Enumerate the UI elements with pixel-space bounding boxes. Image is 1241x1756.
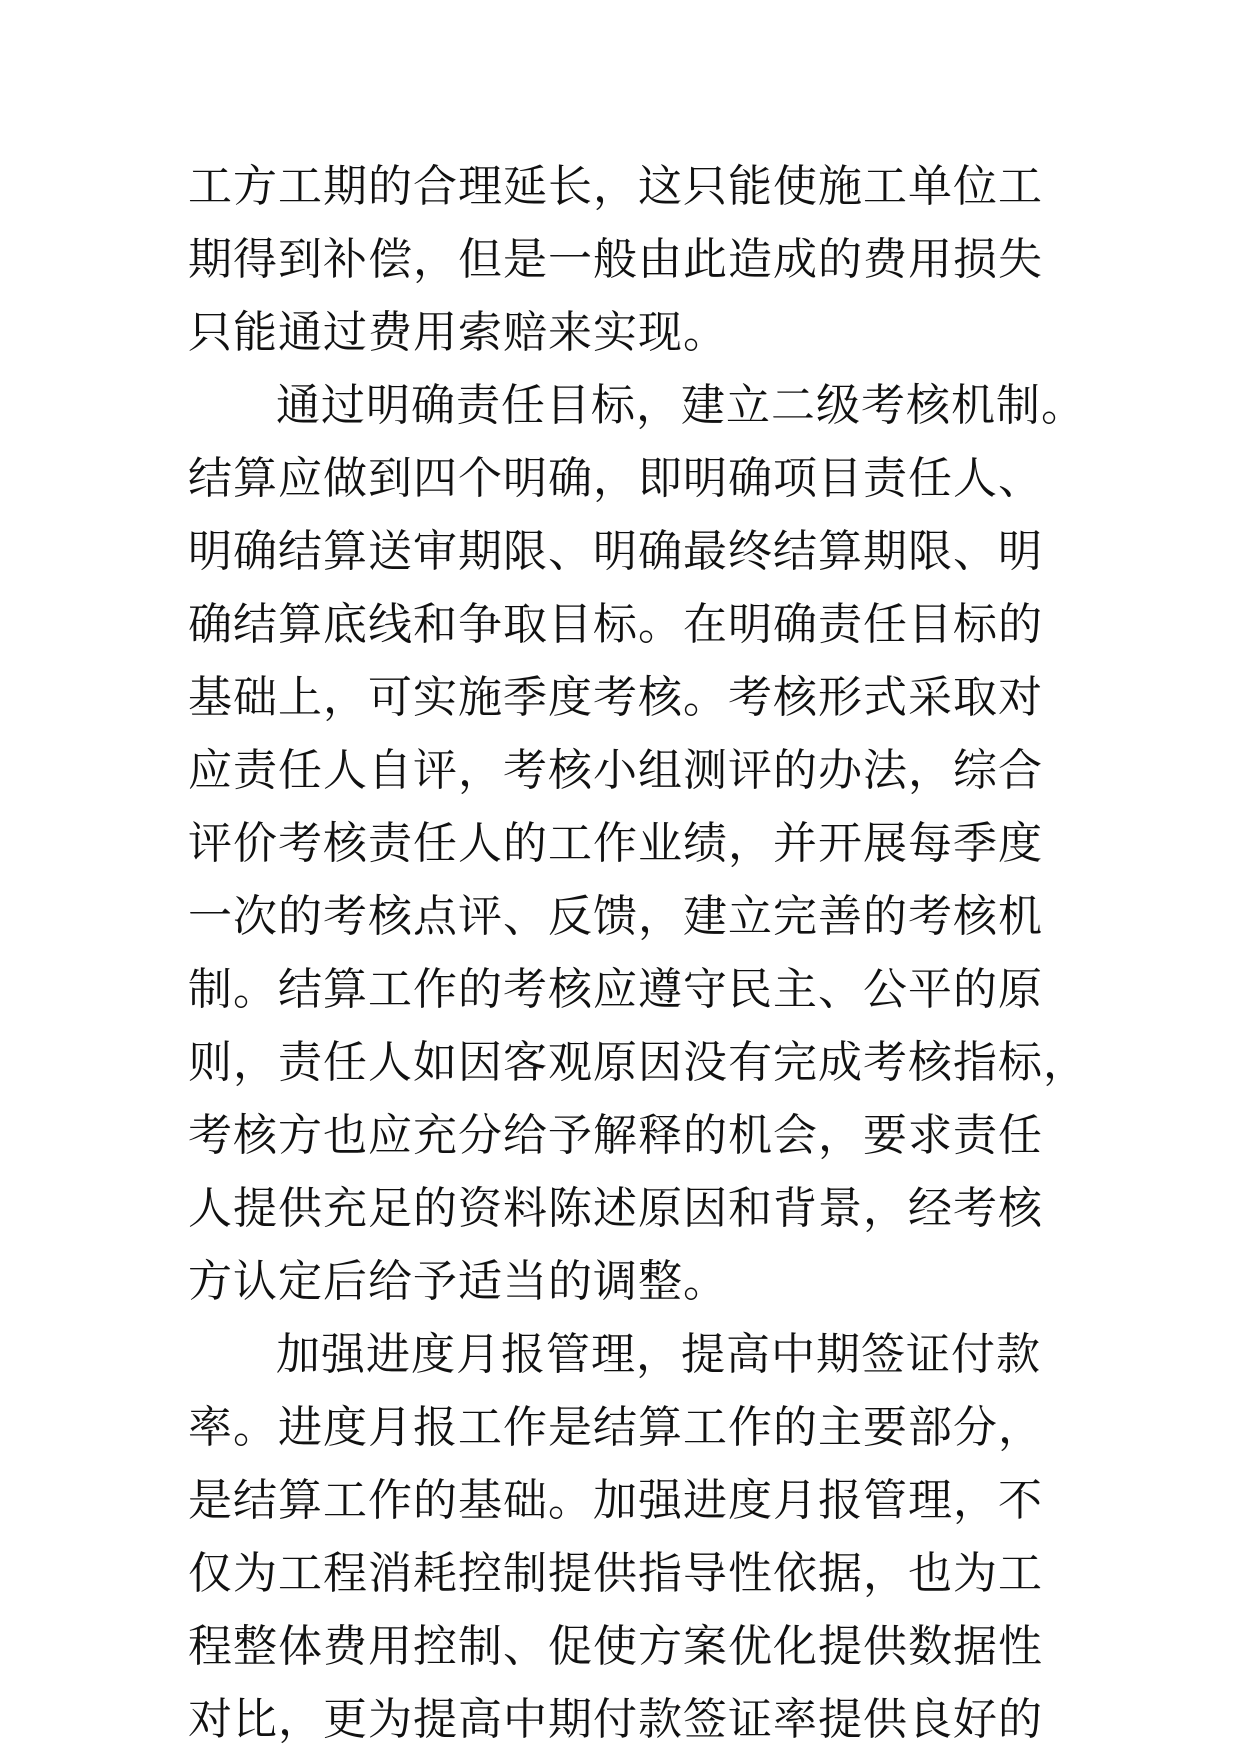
text-line: 则，责任人如因客观原因没有完成考核指标， [188, 1037, 1088, 1088]
text-line: 仅为工程消耗控制提供指导性依据，也为工 [188, 1548, 1043, 1599]
text-line: 考核方也应充分给予解释的机会，要求责任 [188, 1110, 1043, 1161]
text-line: 明确结算送审期限、明确最终结算期限、明 [188, 526, 1043, 577]
text-line: 人提供充足的资料陈述原因和背景，经考核 [188, 1183, 1043, 1234]
text-line: 应责任人自评，考核小组测评的办法，综合 [188, 745, 1043, 796]
text-line: 程整体费用控制、促使方案优化提供数据性 [188, 1621, 1043, 1672]
body-text [188, 150, 1088, 1756]
text-line: 确结算底线和争取目标。在明确责任目标的 [188, 599, 1043, 650]
text-line: 方认定后给予适当的调整。 [188, 1256, 728, 1307]
text-line: 评价考核责任人的工作业绩，并开展每季度 [188, 818, 1043, 869]
text-line: 率。进度月报工作是结算工作的主要部分， [188, 1402, 1043, 1453]
paragraph-first-line: 加强进度月报管理，提高中期签证付款 [276, 1329, 1041, 1380]
text-line: 只能通过费用索赔来实现。 [188, 307, 728, 358]
text-line: 是结算工作的基础。加强进度月报管理，不 [188, 1475, 1043, 1526]
text-line: 对比，更为提高中期付款签证率提供良好的 [188, 1694, 1043, 1745]
text-line: 一次的考核点评、反馈，建立完善的考核机 [188, 891, 1043, 942]
text-line: 期得到补偿，但是一般由此造成的费用损失 [188, 234, 1043, 285]
text-line: 工方工期的合理延长，这只能使施工单位工 [188, 161, 1043, 212]
paragraph-first-line: 通过明确责任目标，建立二级考核机制。 [276, 380, 1086, 431]
text-line: 基础上，可实施季度考核。考核形式采取对 [188, 672, 1043, 723]
text-line: 制。结算工作的考核应遵守民主、公平的原 [188, 964, 1043, 1015]
text-line: 结算应做到四个明确，即明确项目责任人、 [188, 453, 1043, 504]
